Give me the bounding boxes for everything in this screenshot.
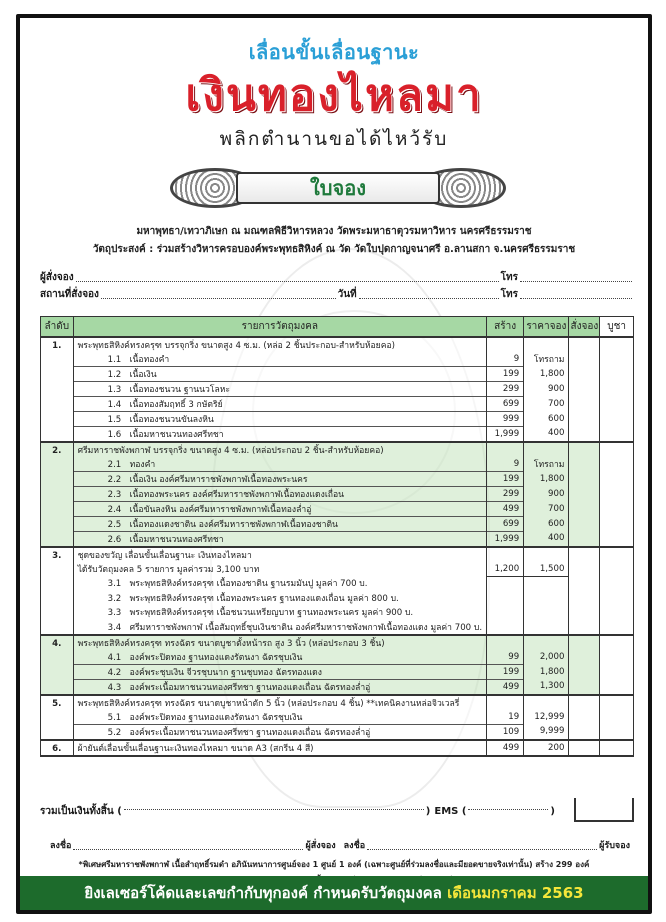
item-row — [41, 411, 634, 426]
item-code-wrap — [78, 728, 130, 738]
item-price: 1,800 — [524, 471, 569, 486]
order-cell[interactable] — [569, 531, 600, 547]
item-name: องค์พระปิดทอง ฐานทองแดงรัตนงา ฉัตรชุบเงิน — [129, 712, 303, 723]
total-pay-box[interactable] — [574, 798, 634, 822]
item-description — [73, 396, 486, 411]
footer-banner — [20, 876, 648, 910]
item-qty: 299 — [487, 381, 524, 396]
order-cell[interactable] — [569, 352, 600, 367]
group-qty — [487, 337, 524, 352]
item-code-wrap — [78, 623, 130, 633]
item-description — [73, 710, 486, 725]
item-price: 1,300 — [524, 679, 569, 695]
item-price: 9,999 — [524, 724, 569, 740]
pay-cell[interactable] — [600, 740, 634, 756]
order-cell[interactable] — [569, 695, 600, 710]
group-qty: 499 — [487, 740, 524, 756]
item-price: 400 — [524, 531, 569, 547]
subtitle-top: เลื่อนขั้นเลื่อนฐานะ — [248, 40, 420, 64]
item-description — [73, 650, 486, 665]
group-title: พระพุทธสิหิงค์ทรงครุฑ ทรงฉัตร ขนาดบูชาตั้งหน้ารถ สูง 3 นิ้ว (หล่อประกอบ 3 ชิ้น) — [73, 635, 486, 650]
item-qty: 199 — [487, 471, 524, 486]
item-code: 5.1 — [107, 712, 122, 723]
item-price: 900 — [524, 486, 569, 501]
phone-field-2[interactable] — [520, 298, 632, 299]
item-code-wrap — [78, 400, 130, 410]
item-row — [41, 576, 634, 591]
group-subtitle: ได้รับวัตถุมงคล 5 รายการ มูลค่ารวม 3,100 บาท — [73, 562, 486, 577]
item-code-wrap — [78, 535, 130, 545]
order-cell[interactable] — [569, 605, 600, 620]
item-code-wrap — [78, 713, 130, 723]
item-name: องค์พระเนื้อมหาชนวนทองศรีทชา ฐานทองแดงเถื่อน ฉัตรทองล่ำอู่ — [129, 727, 371, 738]
item-code: 3.1 — [107, 579, 122, 590]
item-description — [73, 411, 486, 426]
pay-cell[interactable] — [600, 664, 634, 679]
footer-date: เดือนมกราคม 2563 — [447, 884, 584, 902]
item-price — [524, 605, 569, 620]
order-cell[interactable] — [569, 457, 600, 472]
order-cell[interactable] — [569, 471, 600, 486]
pay-cell[interactable] — [600, 381, 634, 396]
item-code: 2.3 — [107, 489, 122, 500]
item-price — [524, 591, 569, 606]
item-qty: 199 — [487, 366, 524, 381]
item-row — [41, 396, 634, 411]
order-cell[interactable] — [569, 650, 600, 665]
item-qty: 1,999 — [487, 426, 524, 442]
ceremony-line: มหาพุทธา/เทวาภิเษก ณ มณฑลพิธีวิหารหลวง วัดพระมหาธาตุวรมหาวิหาร นครศรีธรรมราช — [136, 226, 532, 237]
group-row — [41, 442, 634, 457]
item-qty: 1,999 — [487, 531, 524, 547]
col-header-no: ลำดับ — [41, 317, 74, 337]
group-row — [41, 695, 634, 710]
total-row — [40, 800, 634, 822]
date-field[interactable] — [359, 298, 499, 299]
col-header-qty: สร้าง — [487, 317, 524, 337]
phone-field[interactable] — [520, 281, 632, 282]
item-description — [73, 501, 486, 516]
col-header-pay: บูชา — [600, 317, 634, 337]
address-label: สถานที่สั่งจอง — [40, 289, 99, 300]
item-code: 3.3 — [107, 608, 122, 619]
item-qty — [487, 605, 524, 620]
item-row — [41, 591, 634, 606]
item-code-wrap — [78, 430, 130, 440]
pay-cell[interactable] — [600, 620, 634, 635]
item-row — [41, 486, 634, 501]
orderer-name-field[interactable] — [76, 281, 499, 282]
pay-cell[interactable] — [600, 650, 634, 665]
item-price: 700 — [524, 501, 569, 516]
item-name: เนื้อเงิน — [129, 369, 157, 380]
pay-cell[interactable] — [600, 411, 634, 426]
order-cell[interactable] — [569, 381, 600, 396]
sign-label-receiver: ลงชื่อ — [343, 841, 366, 851]
group-qty — [487, 442, 524, 457]
item-name: เนื้อทองแดงชาติน องค์ศรีมหาราชพังพกาฬเนื้อทองชาติน — [129, 519, 338, 530]
pay-cell[interactable] — [600, 605, 634, 620]
pay-cell[interactable] — [600, 486, 634, 501]
item-row — [41, 724, 634, 740]
order-cell[interactable] — [569, 547, 600, 562]
special-note: *พิเศษศรีมหาราชพังพกาฬ เนื้อสำฤทธิ์รมดำ อภินันทนาการศูนย์จอง 1 ศูนย์ 1 องค์ (เฉพาะศูนย์ที่ร่วมลงชื่อและมียอดขายจริงเท่านั้น) สร้าง 299 องค์ — [78, 860, 590, 869]
item-description — [73, 679, 486, 695]
item-code-wrap — [78, 505, 130, 515]
item-name: เนื้อเงิน องค์ศรีมหาราชพังพกาฬเนื้อทองพระนคร — [129, 474, 308, 485]
total-amount-field[interactable] — [124, 809, 424, 810]
group-row — [41, 740, 634, 756]
item-row — [41, 710, 634, 725]
order-cell[interactable] — [569, 620, 600, 635]
item-code: 2.5 — [107, 519, 122, 530]
orderer-fields — [40, 268, 634, 302]
order-cell[interactable] — [569, 426, 600, 442]
item-price: 600 — [524, 516, 569, 531]
order-cell[interactable] — [569, 396, 600, 411]
group-price — [524, 337, 569, 352]
pay-cell[interactable] — [600, 426, 634, 442]
group-price: 200 — [524, 740, 569, 756]
item-description — [73, 352, 486, 367]
group-qty — [487, 695, 524, 710]
address-field[interactable] — [101, 298, 336, 299]
sign-label-orderer: ลงชื่อ — [50, 841, 72, 851]
item-price: โทรถาม — [524, 457, 569, 472]
item-description — [73, 366, 486, 381]
orderer-row — [40, 268, 634, 285]
item-code-wrap — [78, 370, 130, 380]
item-name: องค์พระชุบเงิน จีวรชุบนาก ฐานชุบทอง ฉัตรทองแดง — [129, 667, 322, 678]
item-name: เนื้อทองชนวนขันลงหิน — [129, 414, 214, 425]
item-code: 4.2 — [107, 667, 122, 678]
item-price: 700 — [524, 396, 569, 411]
item-description — [73, 426, 486, 442]
group-title: พระพุทธสิหิงค์ทรงครุฑ ทรงฉัตร ขนาดบูชาหน้าตัก 5 นิ้ว (หล่อประกอบ 4 ชิ้น) **เทคนิคงานหล่อจิวเวลรี่ — [73, 695, 486, 710]
order-cell[interactable] — [569, 635, 600, 650]
item-row — [41, 426, 634, 442]
orderer-role-label: ผู้สั่งจอง — [305, 841, 336, 851]
col-header-item: รายการวัตถุมงคล — [73, 317, 486, 337]
item-row — [41, 516, 634, 531]
receiver-signature-field[interactable] — [367, 849, 597, 850]
item-description — [73, 591, 486, 606]
item-name: เนื้อมหาชนวนทองศรีทชา — [129, 534, 224, 545]
item-description — [73, 576, 486, 591]
item-price — [524, 620, 569, 635]
item-row — [41, 381, 634, 396]
item-code: 3.2 — [107, 593, 122, 604]
order-cell[interactable] — [569, 516, 600, 531]
item-qty: 499 — [487, 501, 524, 516]
item-price: 1,800 — [524, 664, 569, 679]
main-title: เงินทองไหลมา — [185, 70, 483, 121]
item-code-wrap — [78, 355, 130, 365]
table-header-row — [41, 317, 634, 337]
address-row — [40, 285, 634, 302]
total-close: ) — [425, 805, 431, 817]
item-price: 900 — [524, 381, 569, 396]
item-description — [73, 471, 486, 486]
pay-cell[interactable] — [600, 724, 634, 740]
orderer-label: ผู้สั่งจอง — [40, 272, 74, 283]
col-header-price: ราคาจอง — [524, 317, 569, 337]
group-title: ชุดของขวัญ เลื่อนขั้นเลื่อนฐานะ เงินทองไหลมา — [73, 547, 486, 562]
table-body — [41, 337, 634, 756]
item-code: 4.3 — [107, 682, 122, 693]
order-cell[interactable] — [569, 337, 600, 352]
col-header-order: สั่งจอง — [569, 317, 600, 337]
item-qty: 499 — [487, 679, 524, 695]
item-code-wrap — [78, 490, 130, 500]
item-qty: 109 — [487, 724, 524, 740]
pay-cell[interactable] — [600, 337, 634, 352]
group-number: 2. — [41, 442, 74, 547]
item-name: ทองคำ — [129, 459, 156, 470]
pay-cell[interactable] — [600, 562, 634, 577]
item-description — [73, 381, 486, 396]
group-price — [524, 442, 569, 457]
item-row — [41, 366, 634, 381]
group-row — [41, 635, 634, 650]
item-row — [41, 605, 634, 620]
item-price: 600 — [524, 411, 569, 426]
item-code-wrap — [78, 415, 130, 425]
banner-ornament — [170, 164, 506, 212]
item-row — [41, 471, 634, 486]
item-qty: 699 — [487, 516, 524, 531]
item-qty: 19 — [487, 710, 524, 725]
group-price — [524, 547, 569, 562]
item-name: พระพุทธสิหิงค์ทรงครุฑ เนื้อชนวนเหรียญบาท ฐานทองพระนคร มูลค่า 900 บ. — [129, 608, 414, 619]
item-name: เนื้อขันลงหิน องค์ศรีมหาราชพังพกาฬเนื้อทองล่ำอู่ — [129, 504, 312, 515]
purpose-line: วัตถุประสงค์ : ร่วมสร้างวิหารครอบองค์พระพุทธสิหิงค์ ณ วัด วัดใบปุดกาญจนาศรี อ.ลานสกา จ.นครศรีธรรมราช — [92, 244, 576, 255]
group-title: ศรีมหาราชพังพกาฬ บรรจุกริ่ง ขนาดสูง 4 ซ.ม. (หล่อประกอบ 2 ชิ้น-สำหรับห้อยคอ) — [73, 442, 486, 457]
item-code: 3.4 — [107, 622, 122, 633]
pay-cell[interactable] — [600, 635, 634, 650]
item-qty — [487, 620, 524, 635]
receiver-role-label: ผู้รับจอง — [599, 841, 631, 851]
order-cell[interactable] — [569, 501, 600, 516]
footer-text: ยิงเลเซอร์โค้ดและเลขกำกับทุกองค์ กำหนดรับวัตถุมงคล — [84, 884, 448, 902]
subtitle-bottom: พลิกตำนานขอได้ไหว้รับ — [219, 128, 449, 150]
item-code: 1.5 — [107, 414, 122, 425]
item-code: 1.2 — [107, 369, 122, 380]
item-description — [73, 724, 486, 740]
order-cell[interactable] — [569, 486, 600, 501]
item-code: 2.1 — [107, 459, 122, 470]
group-subtitle-row — [41, 562, 634, 577]
item-qty — [487, 576, 524, 591]
item-description — [73, 620, 486, 635]
group-price — [524, 695, 569, 710]
item-description — [73, 457, 486, 472]
item-description — [73, 516, 486, 531]
pay-cell[interactable] — [600, 531, 634, 547]
ems-label: EMS ( — [434, 805, 467, 817]
orderer-signature-field[interactable] — [73, 849, 303, 850]
pay-cell[interactable] — [600, 501, 634, 516]
ems-field[interactable] — [468, 809, 548, 810]
group-qty — [487, 635, 524, 650]
item-code: 2.2 — [107, 474, 122, 485]
date-label: วันที่ — [337, 289, 357, 300]
item-qty: 9 — [487, 352, 524, 367]
pay-cell[interactable] — [600, 576, 634, 591]
item-name: พระพุทธสิหิงค์ทรงครุฑ เนื้อทองชาติน ฐานรมมันปู มูลค่า 700 บ. — [129, 579, 368, 590]
pay-cell[interactable] — [600, 679, 634, 695]
item-qty: 9 — [487, 457, 524, 472]
group-price: 1,500 — [524, 562, 569, 577]
item-qty — [487, 591, 524, 606]
item-price: 12,999 — [524, 710, 569, 725]
item-price: โทรถาม — [524, 352, 569, 367]
group-price — [524, 635, 569, 650]
group-row — [41, 547, 634, 562]
order-cell[interactable] — [569, 710, 600, 725]
order-cell[interactable] — [569, 366, 600, 381]
item-qty: 699 — [487, 396, 524, 411]
phone-label: โทร — [500, 272, 518, 283]
item-row — [41, 501, 634, 516]
item-code: 1.6 — [107, 429, 122, 440]
item-description — [73, 664, 486, 679]
group-number: 3. — [41, 547, 74, 635]
items-table — [40, 316, 634, 757]
order-cell[interactable] — [569, 576, 600, 591]
item-name: ศรีมหาราชพังพกาฬ เนื้อสัมฤทธิ์ชุบเงินชาติน องค์ศรีมหาราชพังพกาฬเนื้อทองแดง มูลค่า 700 บ. — [129, 622, 483, 633]
group-title: พระพุทธสิหิงค์ทรงครุฑ บรรจุกริ่ง ขนาดสูง 4 ซ.ม. (หล่อ 2 ชิ้นประกอบ-สำหรับห้อยคอ) — [73, 337, 486, 352]
item-price: 2,000 — [524, 650, 569, 665]
order-cell[interactable] — [569, 724, 600, 740]
item-code: 1.3 — [107, 384, 122, 395]
pay-cell[interactable] — [600, 457, 634, 472]
group-number: 1. — [41, 337, 74, 442]
item-price: 1,800 — [524, 366, 569, 381]
item-name: องค์พระปิดทอง ฐานทองแดงรัตนงา ฉัตรชุบเงิน — [129, 652, 303, 663]
group-number: 4. — [41, 635, 74, 695]
item-code-wrap — [78, 608, 130, 618]
item-name: องค์พระเนื้อมหาชนวนทองศรีทชา ฐานทองแดงเถื่อน ฉัตรทองล่ำอู่ — [129, 682, 371, 693]
item-name: เนื้อมหาชนวนทองศรีทชา — [129, 429, 224, 440]
signature-row — [50, 838, 630, 852]
item-qty: 299 — [487, 486, 524, 501]
item-code-wrap — [78, 594, 130, 604]
item-name: เนื้อทองพระนคร องค์ศรีมหาราชพังพกาฬเนื้อทองแดงเถื่อน — [129, 489, 344, 500]
pay-cell[interactable] — [600, 396, 634, 411]
item-code: 2.6 — [107, 534, 122, 545]
order-cell[interactable] — [569, 664, 600, 679]
order-form — [16, 14, 652, 914]
item-qty: 99 — [487, 650, 524, 665]
item-price — [524, 576, 569, 591]
item-code: 4.1 — [107, 652, 122, 663]
pay-cell[interactable] — [600, 547, 634, 562]
item-name: เนื้อทองคำ — [129, 354, 170, 365]
pay-cell[interactable] — [600, 366, 634, 381]
item-row — [41, 650, 634, 665]
form-banner: ใบจอง — [236, 172, 440, 204]
pay-cell[interactable] — [600, 710, 634, 725]
order-cell[interactable] — [569, 411, 600, 426]
item-code: 1.1 — [107, 354, 122, 365]
order-cell[interactable] — [569, 562, 600, 577]
group-number: 5. — [41, 695, 74, 740]
order-cell[interactable] — [569, 679, 600, 695]
item-code-wrap — [78, 653, 130, 663]
item-qty: 199 — [487, 664, 524, 679]
group-number: 6. — [41, 740, 74, 756]
ems-close: ) — [550, 805, 555, 817]
item-row — [41, 620, 634, 635]
item-row — [41, 531, 634, 547]
item-code-wrap — [78, 385, 130, 395]
pay-cell[interactable] — [600, 516, 634, 531]
total-label: รวมเป็นเงินทั้งสิ้น ( — [40, 805, 122, 817]
item-row — [41, 457, 634, 472]
pay-cell[interactable] — [600, 471, 634, 486]
item-code-wrap — [78, 520, 130, 530]
item-price: 400 — [524, 426, 569, 442]
group-qty — [487, 547, 524, 562]
item-description — [73, 531, 486, 547]
item-code-wrap — [78, 460, 130, 470]
item-code-wrap — [78, 475, 130, 485]
item-description — [73, 486, 486, 501]
item-name: พระพุทธสิหิงค์ทรงครุฑ เนื้อทองพระนคร ฐานทองแดงเถื่อน มูลค่า 800 บ. — [129, 593, 399, 604]
pay-cell[interactable] — [600, 352, 634, 367]
group-row — [41, 337, 634, 352]
pay-cell[interactable] — [600, 442, 634, 457]
phone-label-2: โทร — [500, 289, 518, 300]
order-cell[interactable] — [569, 442, 600, 457]
item-name: เนื้อทองสัมฤทธิ์ 3 กษัตริย์ — [129, 399, 223, 410]
item-row — [41, 679, 634, 695]
item-qty: 999 — [487, 411, 524, 426]
item-description — [73, 605, 486, 620]
pay-cell[interactable] — [600, 591, 634, 606]
pay-cell[interactable] — [600, 695, 634, 710]
item-code: 1.4 — [107, 399, 122, 410]
item-name: เนื้อทองชนวน ฐานนวโลหะ — [129, 384, 231, 395]
order-cell[interactable] — [569, 740, 600, 756]
item-code: 5.2 — [107, 727, 122, 738]
item-code: 2.4 — [107, 504, 122, 515]
group-title: ผ้ายันต์เลื่อนขั้นเลื่อนฐานะเงินทองไหลมา ขนาด A3 (สกรีน 4 สี) — [73, 740, 486, 756]
group-qty: 1,200 — [487, 562, 524, 577]
order-cell[interactable] — [569, 591, 600, 606]
item-code-wrap — [78, 668, 130, 678]
item-code-wrap — [78, 579, 130, 589]
item-code-wrap — [78, 683, 130, 693]
item-row — [41, 664, 634, 679]
item-row — [41, 352, 634, 367]
